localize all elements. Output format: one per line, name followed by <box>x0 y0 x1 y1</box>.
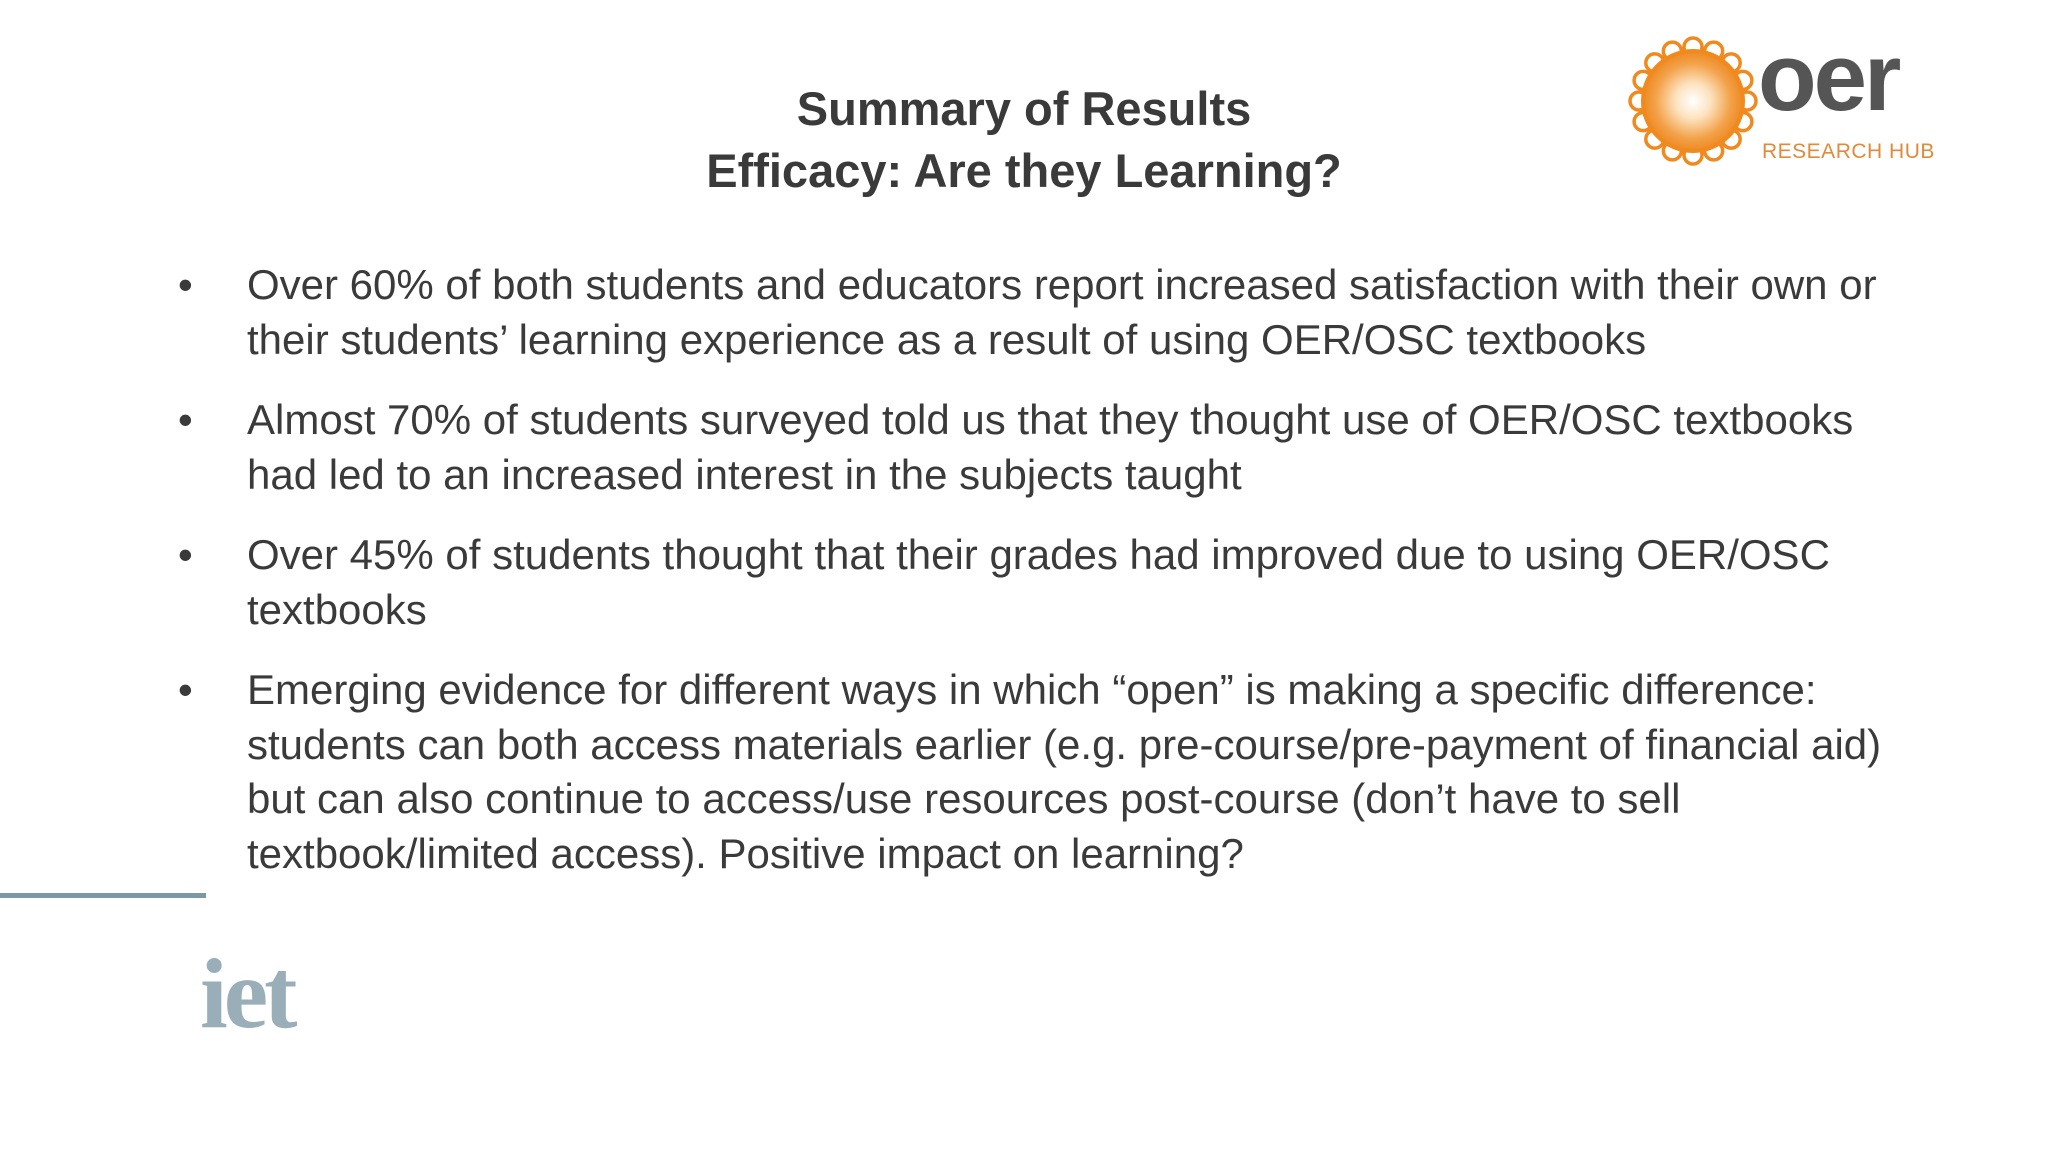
bullet-marker: • <box>178 261 193 308</box>
oer-sunburst-icon <box>1628 36 1758 166</box>
title-line-2: Efficacy: Are they Learning? <box>706 144 1342 197</box>
oer-wordmark: oer <box>1758 24 1899 131</box>
iet-wordmark: iet <box>200 938 294 1049</box>
bullet-item <box>178 393 1898 502</box>
bullet-item <box>178 258 1898 367</box>
title-line-1: Summary of Results <box>796 82 1252 135</box>
bullet-marker: • <box>178 666 193 713</box>
divider-line <box>0 893 206 898</box>
bullet-marker: • <box>178 396 193 443</box>
oer-subtitle: RESEARCH HUB <box>1762 140 1935 163</box>
bullet-text: Almost 70% of students surveyed told us that they thought use of OER/OSC textbooks had led to an increased interest in the subjects taught <box>247 396 1854 498</box>
bullet-marker: • <box>178 531 193 578</box>
slide-title <box>600 78 1448 202</box>
oer-research-hub-logo <box>1628 24 1948 166</box>
bullet-text: Emerging evidence for different ways in which “open” is making a specific difference: students can both access materials earlier (e.g. pre-course/pre-payment of financial aid) but can also continue to access/use resources post-course (don’t have to sell textbook/limited access). Positive impact on learning? <box>247 666 1882 877</box>
bullet-item <box>178 663 1898 881</box>
bullet-text: Over 45% of students thought that their grades had improved due to using OER/OSC textbooks <box>247 531 1830 633</box>
iet-logo <box>200 938 330 1049</box>
bullet-item <box>178 528 1898 637</box>
bullet-list <box>178 258 1898 907</box>
bullet-text: Over 60% of both students and educators report increased satisfaction with their own or their students’ learning experience as a result of using OER/OSC textbooks <box>247 261 1877 363</box>
